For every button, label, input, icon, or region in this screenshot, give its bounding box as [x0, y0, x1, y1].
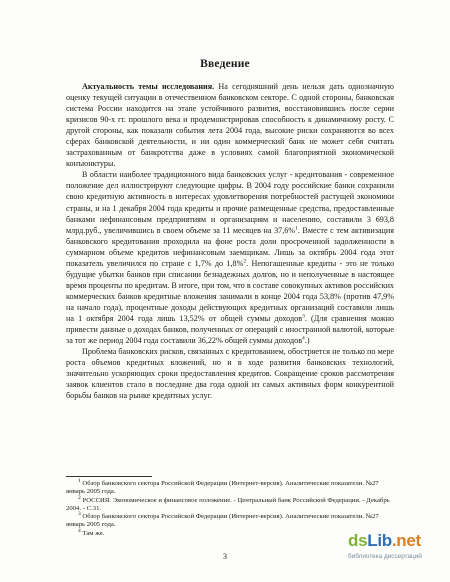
page-number: 3 — [223, 552, 227, 561]
lending-text-3: . Непогашенные кредиты - это не только будущие убытки банков при списании безнадежных долгов, но и неполученные в настоящее время проценты по кредитам. В итоге, при том, что в составе совокупных активов российских коммерческих банков кредитные вложения занимали в конце 2004 года 53,8% (против 47,9% на начало года), процентные доходы действующих кредитных организаций составили лишь на 1 октября 2004 года лишь 13,52% от общей суммы доходов — [66, 258, 395, 323]
logo-part-net: .net — [391, 531, 421, 550]
relevance-text: На сегодняшний день нельзя дать однозначную оценку текущей ситуации в отечественном банковском секторе. С одной стороны, банковская система России находится на этапе устойчивого развития, восстановившись после серии кризисов 90-х гг. прошлого века и продемонстрировав способность к динамичному росту. С другой стороны, как показали события лета 2004 года, высокие риски сохраняются во всех сферах банковской деятельности, и ни один коммерческий банк не может себя считать застрахованным от банкротства даже в условиях самой благоприятной экономической конъюнктуры. — [66, 82, 394, 169]
logo-part-ds: ds — [348, 531, 368, 550]
lending-text-1: В области наиболее традиционного вида банковских услуг - кредитования - современное положение дел иллюстрируют следующие цифры. В 2004 году российские банки сохранили свою кредитную активность в интересах удовлетворения потребностей растущей экономики страны, и на 1 декабря 2004 года кредиты и прочие размещенные средства, предоставленные банками нефинансовым предприятиям и организациям и населению, составили 3 693,8 млрд.руб., увеличившись в своем объеме за 11 месяцев на 37,6% — [66, 170, 394, 235]
lending-text-2: . Вместе с тем активизация банковского кредитования проходила на фоне роста доли просроченной задолженности в суммарном объеме кредитов нефинансовым заемщикам. Лишь за октябрь 2004 года этот показатель увеличился по стране с 1,7% до 1,8% — [66, 225, 394, 268]
paragraph-relevance — [66, 81, 394, 169]
body-text — [66, 81, 394, 401]
footnote-ref-1[interactable]: 1 — [295, 224, 298, 231]
footnote-text: Там же. — [80, 529, 105, 537]
lending-text-4: . (Для сравнения можно привести данные о доходах банков, полученных от операций с иностранной валютой, которые за тот же период 2004 года составили 36,22% общей суммы доходов — [66, 313, 394, 346]
footnote-ref-4[interactable]: 4 — [302, 335, 305, 342]
footnote-text: РОССИЯ. Экономическое и финансовое положение. - Центральный банк Российской Федерации. - Декабрь 2004. - С.31. — [66, 496, 390, 512]
footnote-number: 3 — [78, 510, 81, 517]
watermark[interactable] — [348, 531, 448, 577]
footnote-number: 1 — [78, 477, 81, 484]
footnote-ref-3[interactable]: 3 — [302, 313, 305, 320]
footnote-ref-2[interactable]: 2 — [243, 258, 247, 265]
page-title: Введение — [200, 58, 250, 70]
watermark-subtitle: библиотека диссертаций — [348, 553, 422, 560]
lending-text-5: .) — [304, 336, 310, 346]
watermark-logo[interactable] — [348, 531, 421, 551]
footnote — [66, 477, 394, 497]
relevance-lead: Актуальность темы исследования. — [82, 82, 215, 91]
footnote — [66, 527, 394, 538]
logo-part-lib: Lib — [367, 531, 392, 550]
footnote-text: Обзор банковского сектора Российской Федерации (Интернет-версия). Аналитические показатели. №27 январь 2005 года. — [66, 480, 379, 496]
paragraph-lending — [66, 169, 394, 346]
footnotes — [66, 477, 394, 538]
footnote — [66, 494, 394, 514]
footnote-text: Обзор банковского сектора Российской Федерации (Интернет-версия). Аналитические показатели. №27 январь 2005 года. — [66, 513, 379, 529]
paragraph-risks: Проблема банковских рисков, связанных с кредитованием, обостряется не только по мере роста объемов кредитных вложений, но и в ходе развития банковских технологий, значительно ускоряющих сроки предоставления кредитов. Сокращение сроков рассмотрения заявок клиентов стало в последние два года одной из самых активных форм конкурентной борьбы банков на рынке кредитных услуг. — [66, 347, 394, 401]
footnote-number: 2 — [78, 494, 81, 501]
footnote — [66, 510, 394, 530]
footnote-number: 4 — [78, 527, 81, 534]
